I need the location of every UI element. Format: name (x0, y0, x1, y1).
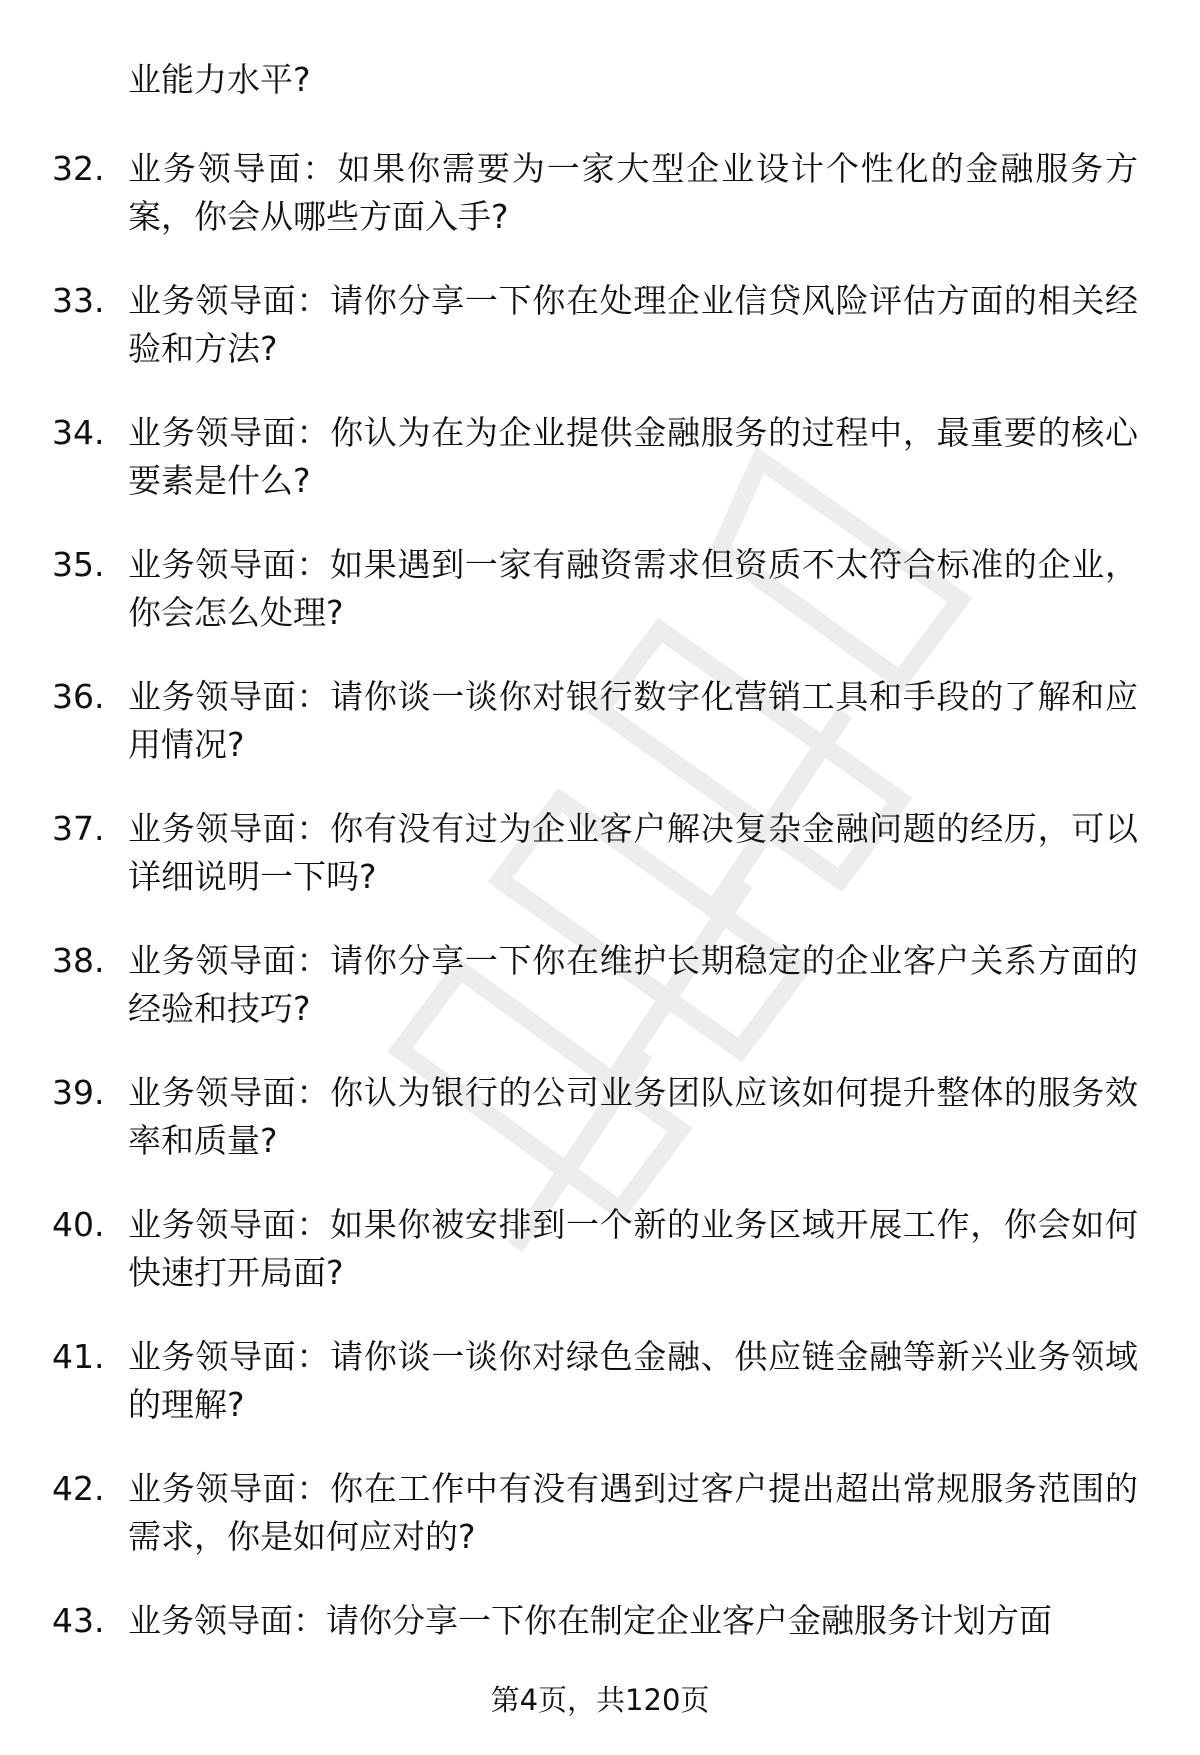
question-number: 38. (52, 941, 105, 980)
page-footer: 第4页，共120页 (490, 1683, 710, 1717)
question-item (0, 1201, 1200, 1333)
question-number: 40. (52, 1205, 105, 1244)
question-number: 37. (52, 809, 105, 848)
question-number: 39. (52, 1073, 105, 1112)
continuation-text: 业能力水平? (128, 60, 311, 99)
question-text: 业务领导面：你认为银行的公司业务团队应该如何提升整体的服务效率和质量? (128, 1073, 1138, 1160)
question-item (0, 1465, 1200, 1597)
question-text: 业务领导面：你认为在为企业提供金融服务的过程中，最重要的核心要素是什么? (128, 413, 1138, 500)
question-number: 43. (52, 1601, 105, 1640)
question-text: 业务领导面：如果你被安排到一个新的业务区域开展工作，你会如何快速打开局面? (128, 1205, 1138, 1292)
question-list (0, 145, 1200, 1729)
question-item (0, 1333, 1200, 1465)
question-number: 35. (52, 545, 105, 584)
question-item (0, 673, 1200, 805)
question-number: 33. (52, 281, 105, 320)
question-text: 业务领导面：请你分享一下你在制定企业客户金融服务计划方面 (128, 1601, 1052, 1640)
question-number: 41. (52, 1337, 105, 1376)
question-text: 业务领导面：如果遇到一家有融资需求但资质不太符合标准的企业，你会怎么处理? (128, 545, 1138, 632)
question-number: 36. (52, 677, 105, 716)
question-text: 业务领导面：请你谈一谈你对绿色金融、供应链金融等新兴业务领域的理解? (128, 1337, 1138, 1424)
question-text: 业务领导面：如果你需要为一家大型企业设计个性化的金融服务方案，你会从哪些方面入手? (128, 149, 1138, 236)
question-number: 32. (52, 149, 105, 188)
question-item (0, 541, 1200, 673)
question-item (0, 409, 1200, 541)
question-item (0, 277, 1200, 409)
question-text: 业务领导面：你有没有过为企业客户解决复杂金融问题的经历，可以详细说明一下吗? (128, 809, 1138, 896)
question-text: 业务领导面：请你分享一下你在维护长期稳定的企业客户关系方面的经验和技巧? (128, 941, 1138, 1028)
question-item (0, 1069, 1200, 1201)
question-text: 业务领导面：请你谈一谈你对银行数字化营销工具和手段的了解和应用情况? (128, 677, 1138, 764)
question-item (0, 145, 1200, 277)
question-item (0, 805, 1200, 937)
question-number: 34. (52, 413, 105, 452)
question-text: 业务领导面：请你分享一下你在处理企业信贷风险评估方面的相关经验和方法? (128, 281, 1138, 368)
question-item (0, 937, 1200, 1069)
question-number: 42. (52, 1469, 105, 1508)
question-text: 业务领导面：你在工作中有没有遇到过客户提出超出常规服务范围的需求，你是如何应对的? (128, 1469, 1138, 1556)
